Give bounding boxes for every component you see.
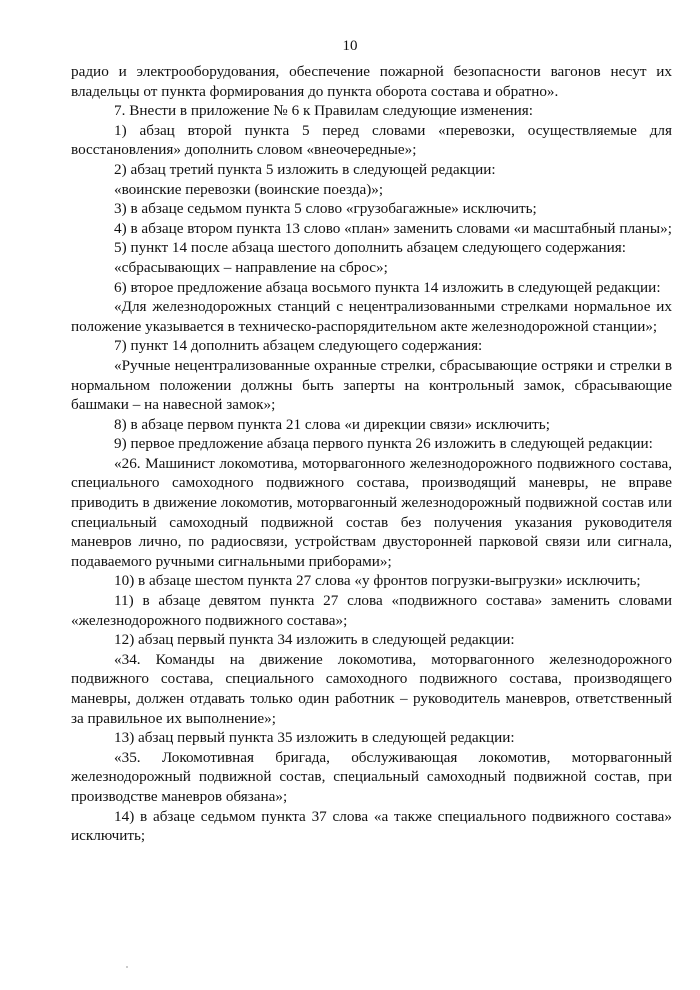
paragraph: 12) абзац первый пункта 34 изложить в следующей редакции: (114, 631, 515, 649)
paragraph: 7. Внести в приложение № 6 к Правилам следующие изменения: (114, 102, 533, 120)
paragraph: «26. Машинист локомотива, моторвагонного железнодорожного подвижного состава, специального самоходного подвижного состава, производящий маневры, не вправе приводить в движение локомотив, моторвагонный железнодорожный подвижной состав или специальный самоходный подвижной состав без получения указания руководителя маневров лично, по радиосвязи, устройствам двусторонней парковой связи или сигнала, подаваемого ручными сигнальными приборами»; (71, 454, 672, 570)
paragraph: «воинские перевозки (воинские поезда)»; (114, 180, 384, 198)
paragraph: 4) в абзаце втором пункта 13 слово «план» заменить словами «и масштабный планы»; (114, 219, 672, 237)
paragraph: 9) первое предложение абзаца первого пункта 26 изложить в следующей редакции: (114, 435, 653, 453)
paragraph: «Ручные нецентрализованные охранные стрелки, сбрасывающие остряки и стрелки в нормальном положении должны быть заперты на контрольный замок, сбрасывающие башмаки – на навесной замок»; (71, 356, 672, 414)
paragraph: 6) второе предложение абзаца восьмого пункта 14 изложить в следующей редакции: (114, 278, 661, 296)
paragraph: 2) абзац третий пункта 5 изложить в следующей редакции: (114, 160, 496, 178)
paragraph: 1) абзац второй пункта 5 перед словами «перевозки, осуществляемые для восстановления» дополнить словом «внеочередные»; (71, 121, 672, 159)
paragraph: «35. Локомотивная бригада, обслуживающая локомотив, моторвагонный железнодорожный подвижной состав, специальный самоходный подвижной состав, при производстве маневров обязана»; (71, 748, 672, 805)
paragraph: радио и электрооборудования, обеспечение пожарной безопасности вагонов несут их владельцы от пункта формирования до пункта оборота состава и обратно». (71, 63, 672, 100)
paragraph: «сбрасывающих – направление на сброс»; (114, 258, 388, 276)
paragraph: 11) в абзаце девятом пункта 27 слова «подвижного состава» заменить словами «железнодорожного подвижного состава»; (71, 592, 672, 629)
paragraph: 13) абзац первый пункта 35 изложить в следующей редакции: (114, 729, 515, 747)
paragraph: 8) в абзаце первом пункта 21 слова «и дирекции связи» исключить; (114, 415, 550, 433)
paragraph: 10) в абзаце шестом пункта 27 слова «у фронтов погрузки-выгрузки» исключить; (114, 572, 641, 590)
paragraph: 5) пункт 14 после абзаца шестого дополнить абзацем следующего содержания: (114, 239, 626, 257)
paragraph: 14) в абзаце седьмом пункта 37 слова «а также специального подвижного состава» исключить; (71, 807, 672, 845)
paragraph: «34. Команды на движение локомотива, моторвагонного железнодорожного подвижного состава, специального самоходного подвижного состава, производящего маневры, должен отдавать только один работник – руководитель маневров, ответственный за правильное их выполнение»; (71, 650, 672, 727)
paragraph: «Для железнодорожных станций с нецентрализованными стрелками нормальное их положение указывается в техническо-распорядительном акте железнодорожной станции»; (71, 298, 672, 335)
scan-speck (126, 966, 128, 968)
document-body (71, 62, 672, 846)
page-number: 10 (342, 38, 358, 54)
paragraph: 7) пункт 14 дополнить абзацем следующего содержания: (114, 337, 483, 355)
paragraph: 3) в абзаце седьмом пункта 5 слово «грузобагажные» исключить; (114, 200, 537, 218)
